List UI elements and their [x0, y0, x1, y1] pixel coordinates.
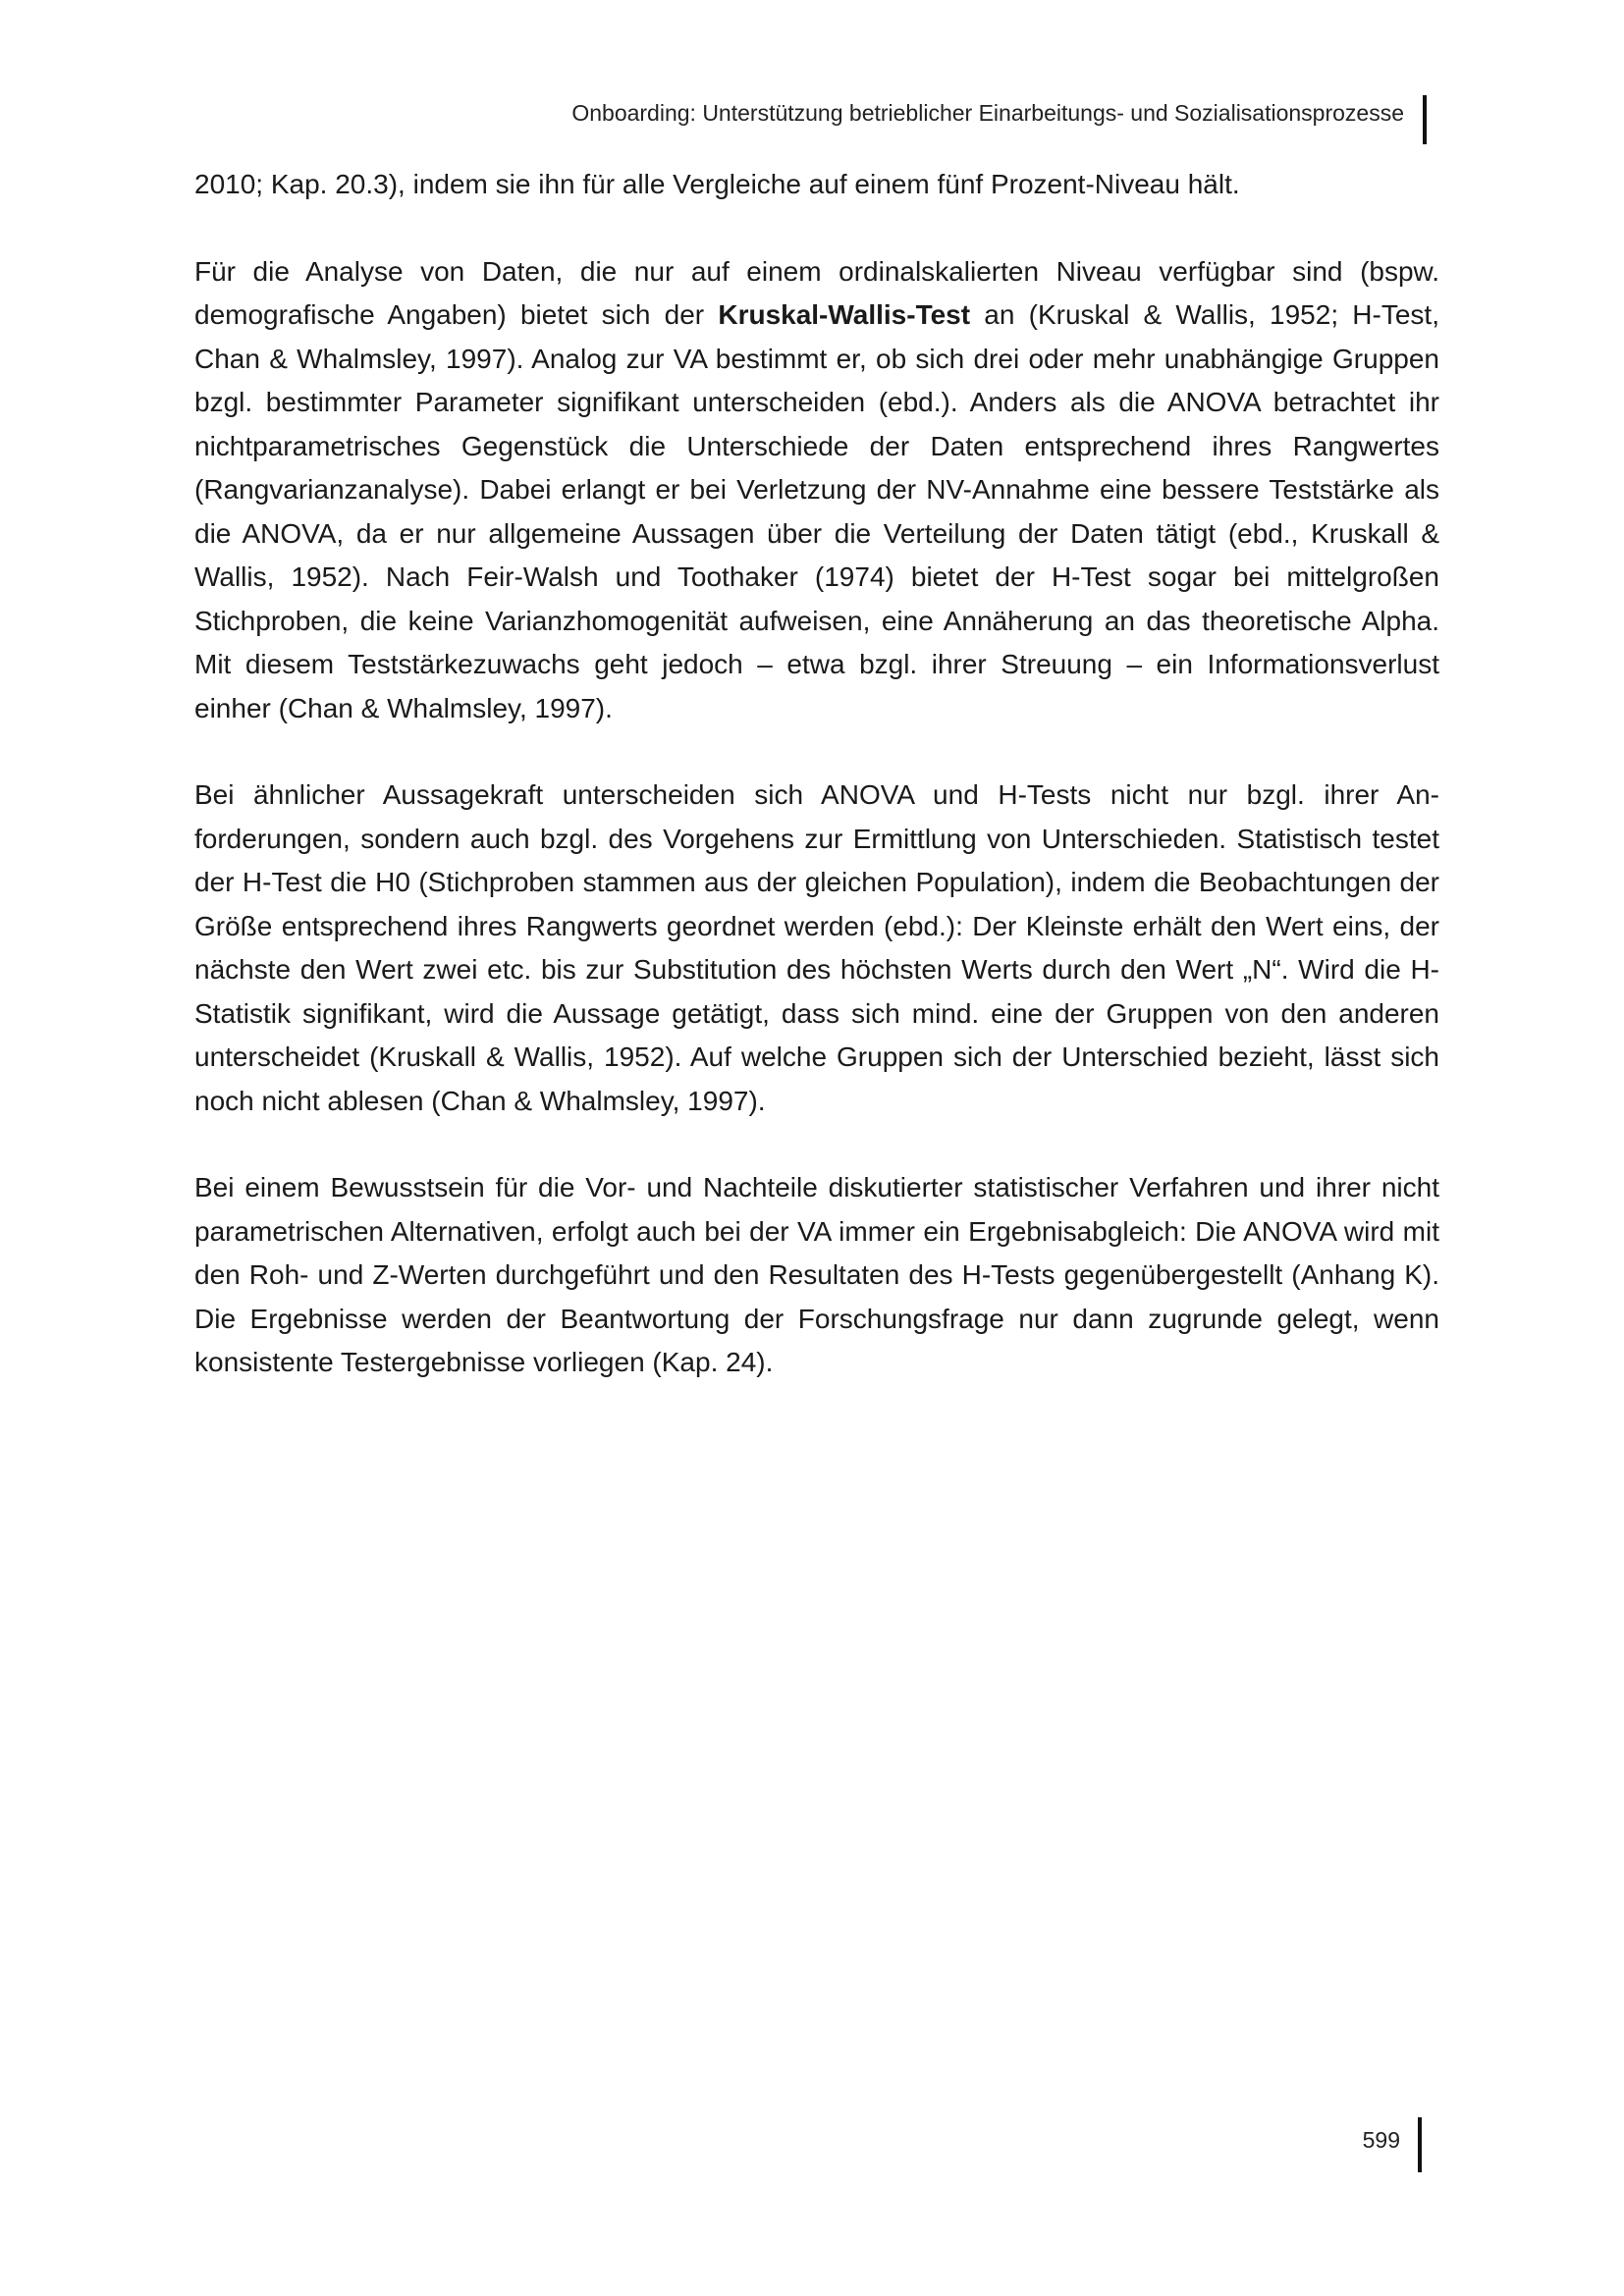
body-text — [194, 163, 1439, 1428]
paragraph-anova-vs-h-test: Bei ähnlicher Aussagekraft unterscheiden sich ANOVA und H-Tests nicht nur bzgl. ihrer Anforderungen, sondern auch bzgl. des Vorgehens zur Ermittlung von Unterschieden. Statistisch testet der H-Test die H0 (Stichproben stammen aus der gleichen Population), indem die Beobachtungen der Größe entsprechend ihres Rangwerts geordnet werden (ebd.): Der Kleinste erhält den Wert eins, der nächste den Wert zwei etc. bis zur Substitution des höchsten Werts durch den Wert „N“. Wird die H-Statistik signifikant, wird die Aussage getätigt, dass sich mind. eine der Gruppen von den anderen unterscheidet (Kruskall & Wallis, 1952). Auf welche Gruppen sich der Unterschied bezieht, lässt sich noch nicht ablesen (Chan & Whalmsley, 1997). — [194, 779, 1439, 1116]
running-header: Onboarding: Unterstützung betrieblicher Einarbeitungs- und Sozialisationsprozesse — [571, 100, 1404, 126]
paragraph-kruskal-wallis — [194, 250, 1439, 731]
paragraph-result-comparison: Bei einem Bewusstsein für die Vor- und Nachteile diskutierter statistischer Verfahren und ihrer nicht parametrischen Alternativen, erfolgt auch bei der VA immer ein Ergebnisabgleich: Die ANOVA wird mit den Roh- und Z-Werten durchgeführt und den Resultaten des H-Tests gegenübergestellt (Anhang K). Die Ergebnisse werden der Beantwortung der Forschungsfrage nur dann zugrunde gelegt, wenn konsistente Testergebnisse vorliegen (Kap. 24). — [194, 1172, 1439, 1377]
paragraph-text-start: Für die Analyse von Daten, die nur auf einem ordinalskalierten Niveau verfügbar sind (bspw. demografische Angaben) bietet sich der — [194, 255, 1439, 330]
term-kruskal-wallis-test: Kruskal-Wallis-Test — [718, 299, 971, 330]
footer-divider-bar — [1418, 2117, 1422, 2172]
paragraph-continuation: 2010; Kap. 20.3), indem sie ihn für alle Vergleiche auf einem fünf Prozent-Niveau hält. — [194, 169, 1240, 199]
header-divider-bar — [1423, 95, 1427, 144]
page-number: 599 — [1362, 2127, 1400, 2153]
paragraph-text-end: an (Kruskal & Wallis, 1952; H-Test, Chan & Whalmsley, 1997). Analog zur VA bestimmt er, ob sich drei oder mehr unabhängige Gruppen bzgl. bestimmter Parameter signifikant unterscheiden (ebd.). Anders als die ANOVA betrachtet ihr nichtparametrisches Gegenstück die Unterschiede der Daten entsprechend ihres Rangwertes (Rangvarianzanalyse). Dabei erlangt er bei Verletzung der NV-Annahme eine bessere Teststärke als die ANOVA, da er nur allgemeine Aussagen über die Verteilung der Daten tätigt (ebd., Kruskall & Wallis, 1952). Nach Feir-Walsh und Toothaker (1974) bietet der H-Test sogar bei mittelgroßen Stichproben, die keine Varianzhomogenität aufweisen, eine Annäherung an das theoretische Alpha. Mit diesem Teststärkezuwachs geht jedoch – etwa bzgl. ihrer Streuung – ein Informationsverlust einher (Chan & Whalmsley, 1997). — [194, 299, 1439, 723]
